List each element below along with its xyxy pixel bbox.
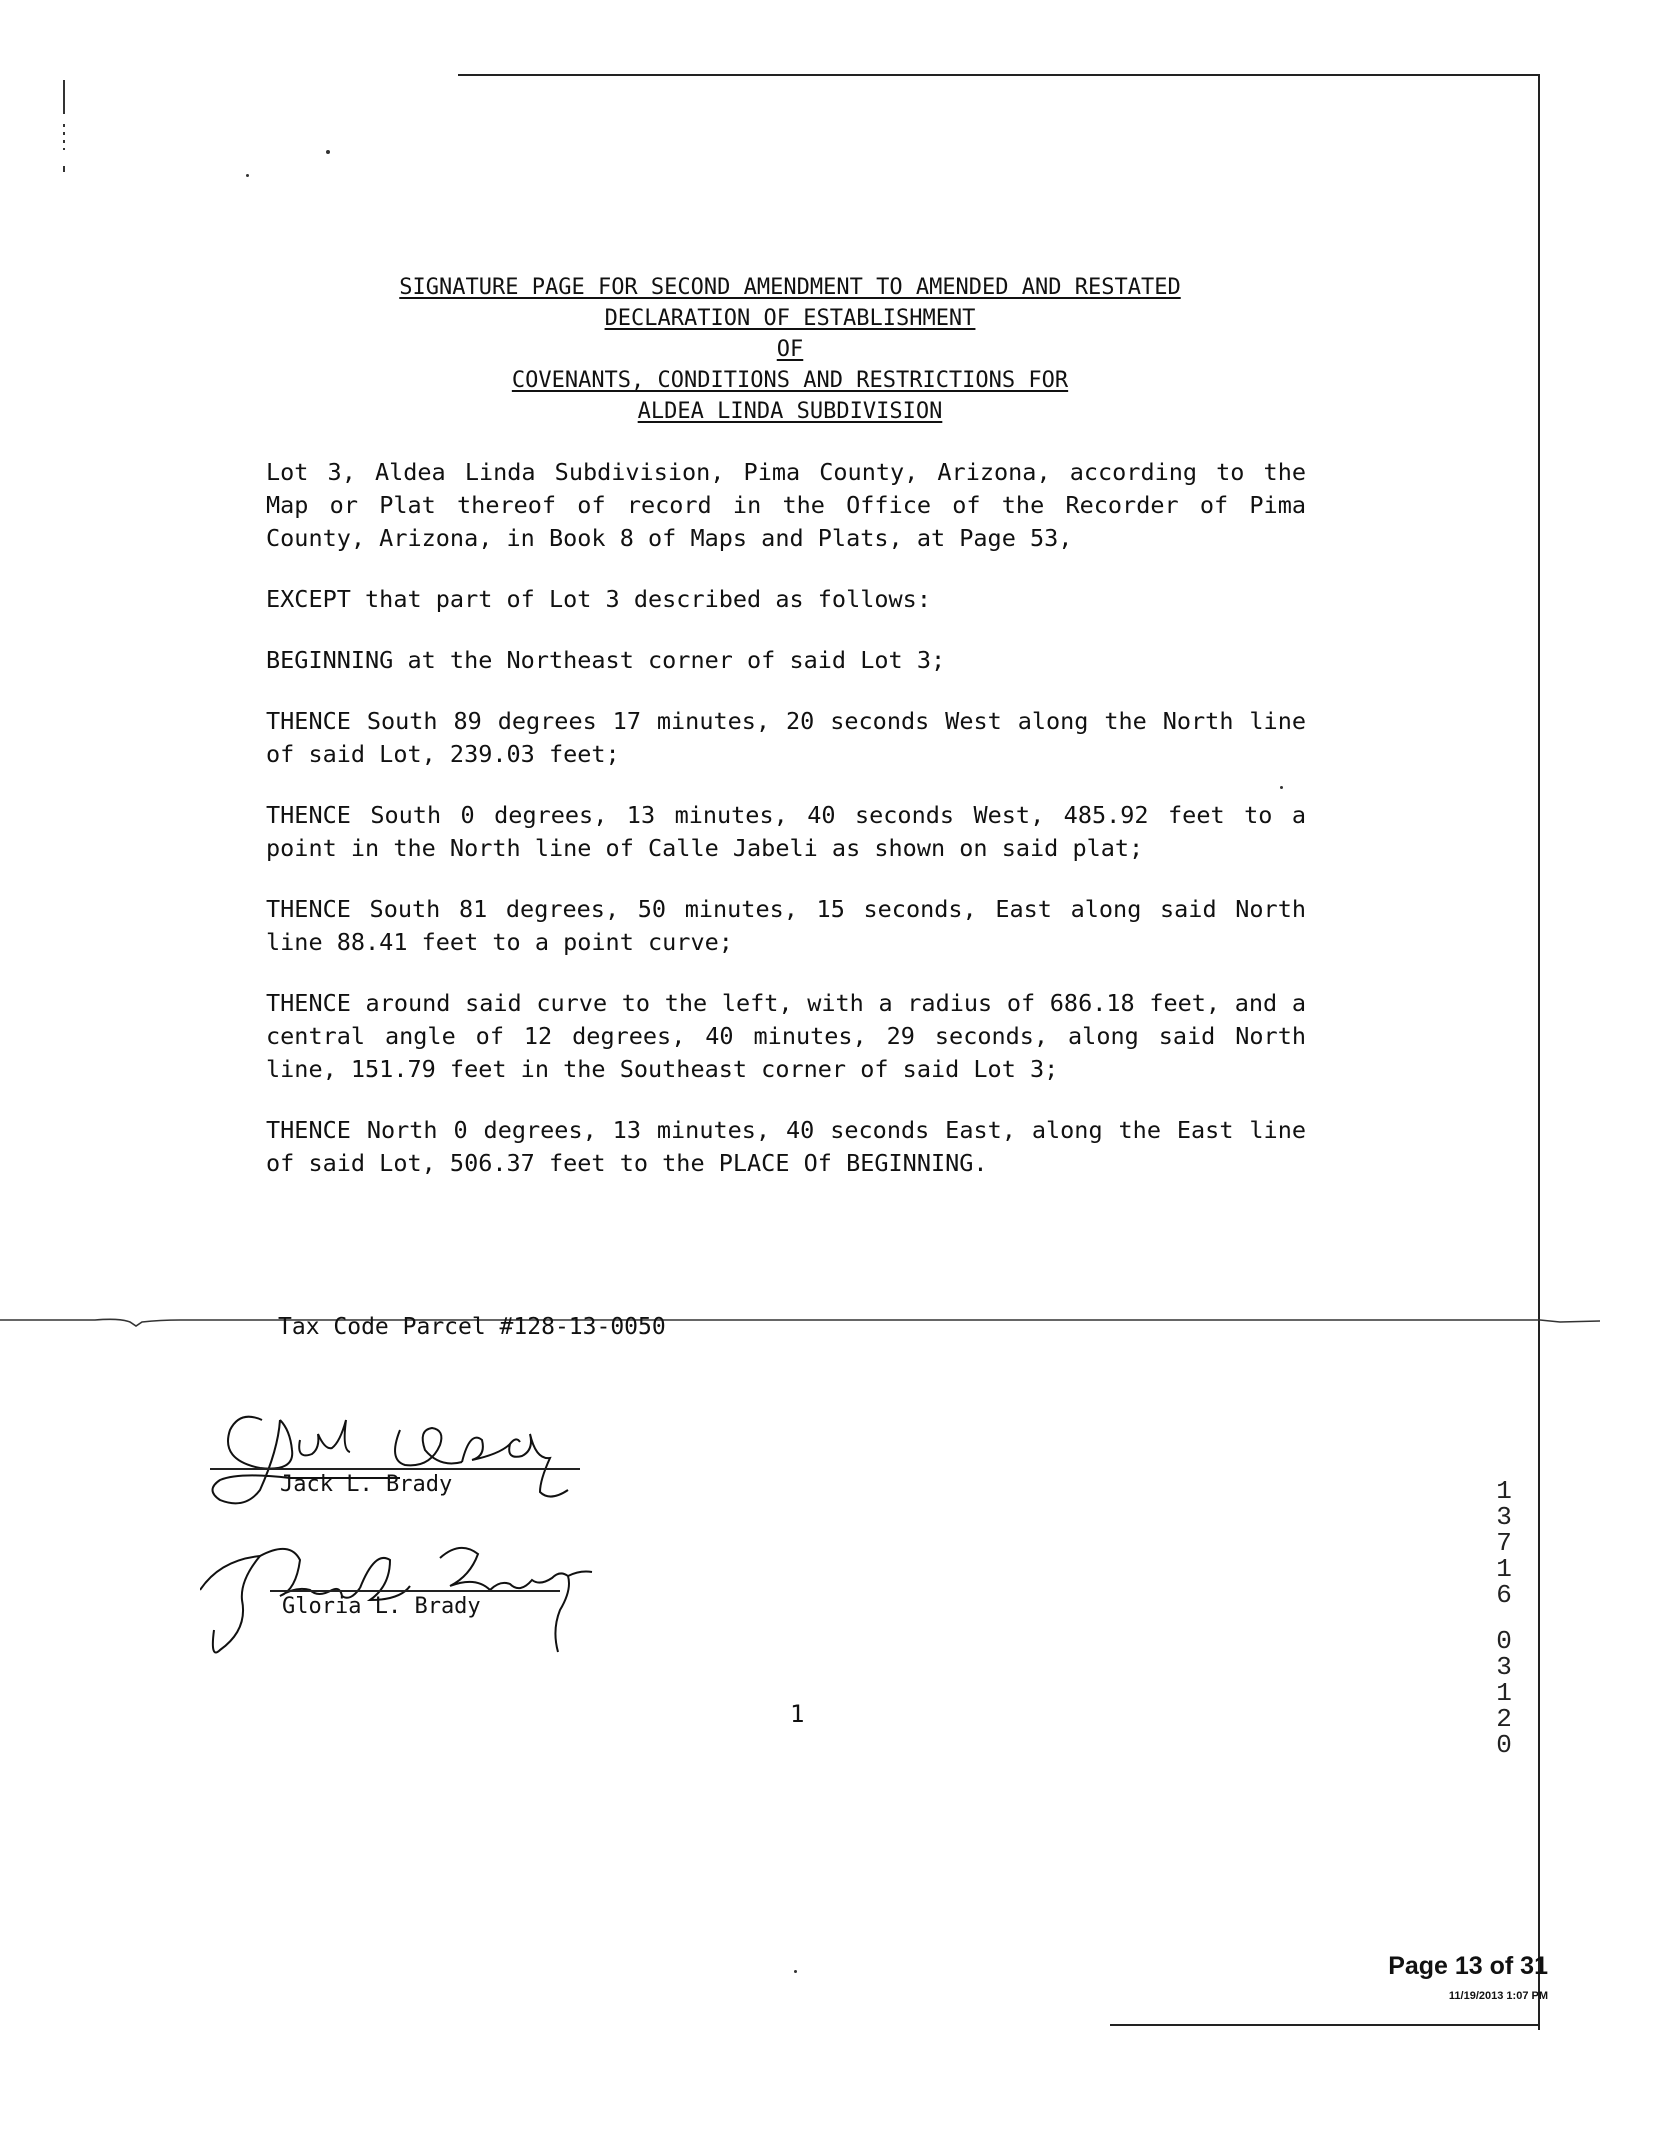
title-line: DECLARATION OF ESTABLISHMENT bbox=[604, 306, 976, 331]
scan-speck bbox=[326, 150, 330, 154]
lot-description-paragraph: Lot 3, Aldea Linda Subdivision, Pima County, Arizona, according to the Map or Plat thereof of record in the Office of the Recorder of Pima County, Arizona, in Book 8 of Maps and Plats, at Page 53, bbox=[266, 458, 1306, 552]
thence-paragraph: THENCE South 89 degrees 17 minutes, 20 seconds West along the North line of said Lot, 239.03 feet; bbox=[266, 707, 1306, 768]
thence-paragraph: THENCE North 0 degrees, 13 minutes, 40 seconds East, along the East line of said Lot, 506.37 feet to the PLACE Of BEGINNING. bbox=[266, 1116, 1306, 1177]
signer-name-gloria: Gloria L. Brady bbox=[282, 1594, 481, 1619]
signer-name-jack: Jack L. Brady bbox=[280, 1472, 453, 1497]
title-line: SIGNATURE PAGE FOR SECOND AMENDMENT TO AMENDED AND RESTATED bbox=[399, 275, 1181, 300]
page-border-right bbox=[1538, 74, 1540, 2030]
thence-paragraph: THENCE South 0 degrees, 13 minutes, 40 seconds West, 485.92 feet to a point in the North line of Calle Jabeli as shown on said plat; bbox=[266, 801, 1306, 862]
tax-code-parcel: Tax Code Parcel #128-13-0050 bbox=[278, 1314, 666, 1340]
beginning-paragraph: BEGINNING at the Northeast corner of said Lot 3; bbox=[266, 646, 946, 674]
signature-line bbox=[270, 1590, 560, 1592]
document-title bbox=[290, 272, 1290, 427]
title-line: OF bbox=[776, 337, 804, 362]
thence-paragraph: THENCE South 81 degrees, 50 minutes, 15 seconds, East along said North line 88.41 feet to a point curve; bbox=[266, 895, 1306, 956]
page-border-bottom bbox=[1110, 2024, 1538, 2026]
title-line: COVENANTS, CONDITIONS AND RESTRICTIONS FOR bbox=[511, 368, 1069, 393]
signature-block bbox=[200, 1390, 800, 1690]
thence-paragraph: THENCE around said curve to the left, with a radius of 686.18 feet, and a central angle of 12 degrees, 40 minutes, 29 seconds, along said North line, 151.79 feet in the Southeast corner of said Lot 3; bbox=[266, 989, 1306, 1083]
signature-jack-brady bbox=[200, 1390, 800, 1690]
title-line: ALDEA LINDA SUBDIVISION bbox=[637, 399, 943, 424]
recording-code: 1 3 7 1 6 0 3 1 2 0 bbox=[1496, 1476, 1512, 1760]
page-border-top bbox=[458, 74, 1538, 76]
except-paragraph: EXCEPT that part of Lot 3 described as follows: bbox=[266, 585, 931, 613]
signature-line bbox=[210, 1468, 580, 1470]
fold-line bbox=[0, 1318, 1664, 1324]
legal-description bbox=[266, 456, 1306, 1208]
recording-timestamp: 11/19/2013 1:07 PM bbox=[1448, 1990, 1548, 2002]
page-label: Page 13 of 31 bbox=[1388, 1952, 1548, 1980]
page-number: 1 bbox=[790, 1700, 805, 1728]
scan-edge-marks bbox=[60, 80, 68, 180]
scan-speck bbox=[246, 174, 249, 177]
scan-speck bbox=[794, 1970, 797, 1973]
